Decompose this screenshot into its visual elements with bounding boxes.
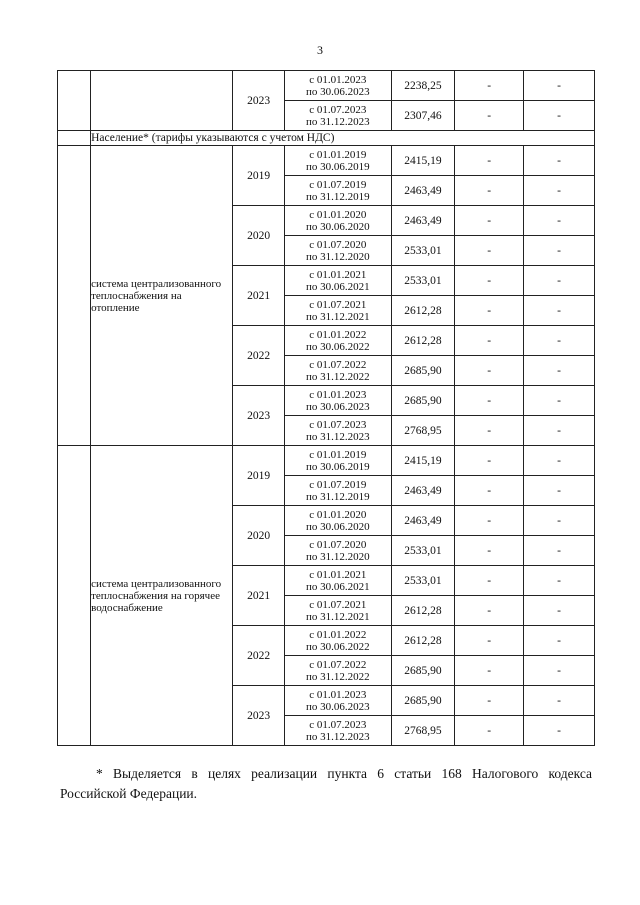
table-row [58,71,595,101]
tariff-value: 2685,90 [391,356,455,386]
year-cell: 2023 [233,71,285,131]
period-cell [285,206,391,236]
dash-cell: - [523,536,594,566]
dash-cell: - [523,716,594,746]
period-from: с 01.07.2022 [309,358,367,371]
dash-cell: - [523,266,594,296]
dash-cell: - [523,296,594,326]
dash-cell: - [455,686,524,716]
period-to: по 30.06.2023 [305,400,370,413]
tariff-value: 2533,01 [391,266,455,296]
period-cell [285,476,391,506]
period-cell [285,176,391,206]
tariff-value: 2685,90 [391,386,455,416]
period-from: с 01.01.2020 [309,208,367,221]
period-from: с 01.07.2023 [309,418,367,431]
period-from: с 01.01.2023 [309,388,367,401]
period-from: с 01.07.2022 [309,658,367,671]
period-cell [285,716,391,746]
dash-cell: - [455,656,524,686]
dash-cell: - [455,626,524,656]
tariff-value: 2533,01 [391,236,455,266]
period-to: по 31.12.2023 [305,730,370,743]
period-from: с 01.01.2023 [309,688,367,701]
period-from: с 01.07.2021 [309,298,367,311]
dash-cell: - [523,476,594,506]
period-from: с 01.07.2021 [309,598,367,611]
tariff-value: 2768,95 [391,416,455,446]
dash-cell: - [523,356,594,386]
system-name: система централизованного теплоснабжения на отопление [91,146,233,446]
year-cell: 2021 [233,566,285,626]
year-cell: 2021 [233,266,285,326]
tariff-value: 2238,25 [391,71,455,101]
period-from: с 01.01.2022 [309,628,367,641]
footnote-text: * Выделяется в целях реализации пункта 6 статьи 168 Налогового кодекса Российской Федерации. [60,766,592,801]
dash-cell: - [523,566,594,596]
system-name: система централизованного теплоснабжения на горячее водоснабжение [91,446,233,746]
blank-cell [58,446,91,746]
period-cell [285,266,391,296]
period-from: с 01.01.2019 [309,148,367,161]
dash-cell: - [455,506,524,536]
tariff-value: 2463,49 [391,176,455,206]
tariff-table [57,70,595,746]
period-to: по 31.12.2021 [305,610,370,623]
tariff-value: 2612,28 [391,296,455,326]
period-to: по 31.12.2022 [305,370,370,383]
dash-cell: - [455,236,524,266]
period-to: по 30.06.2023 [305,700,370,713]
dash-cell: - [455,386,524,416]
tariff-value: 2533,01 [391,566,455,596]
period-from: с 01.07.2023 [309,103,367,116]
section-row [58,131,595,146]
period-from: с 01.01.2021 [309,268,367,281]
dash-cell: - [523,146,594,176]
year-cell: 2020 [233,206,285,266]
dash-cell: - [523,656,594,686]
dash-cell: - [455,266,524,296]
tariff-value: 2612,28 [391,326,455,356]
dash-cell: - [523,206,594,236]
period-from: с 01.01.2023 [309,73,367,86]
dash-cell: - [455,566,524,596]
tariff-value: 2463,49 [391,206,455,236]
period-to: по 30.06.2023 [305,85,370,98]
period-to: по 30.06.2020 [305,520,370,533]
dash-cell: - [523,506,594,536]
period-cell [285,326,391,356]
year-cell: 2023 [233,386,285,446]
tariff-value: 2463,49 [391,506,455,536]
tariff-value: 2612,28 [391,596,455,626]
period-cell [285,566,391,596]
dash-cell: - [455,326,524,356]
period-cell [285,596,391,626]
period-from: с 01.07.2020 [309,538,367,551]
period-cell [285,626,391,656]
period-to: по 31.12.2020 [305,550,370,563]
year-cell: 2022 [233,626,285,686]
period-to: по 31.12.2023 [305,115,370,128]
dash-cell: - [523,446,594,476]
period-cell [285,71,391,101]
table-row [58,446,595,476]
dash-cell: - [455,146,524,176]
page-number: 3 [317,43,323,57]
tariff-value: 2685,90 [391,686,455,716]
dash-cell: - [523,176,594,206]
dash-cell: - [455,716,524,746]
year-cell: 2020 [233,506,285,566]
period-to: по 31.12.2019 [305,190,370,203]
dash-cell: - [523,386,594,416]
table-row [58,146,595,176]
dash-cell: - [455,71,524,101]
dash-cell: - [523,596,594,626]
period-to: по 30.06.2021 [305,280,370,293]
dash-cell: - [523,236,594,266]
dash-cell: - [455,446,524,476]
dash-cell: - [455,476,524,506]
tariff-value: 2685,90 [391,656,455,686]
dash-cell: - [455,296,524,326]
dash-cell: - [455,416,524,446]
tariff-value: 2415,19 [391,446,455,476]
section-population-label: Население* (тарифы указываются с учетом НДС) [91,131,595,146]
year-cell: 2023 [233,686,285,746]
period-to: по 31.12.2022 [305,670,370,683]
dash-cell: - [523,326,594,356]
period-from: с 01.07.2019 [309,478,367,491]
tariff-value: 2463,49 [391,476,455,506]
period-cell [285,101,391,131]
dash-cell: - [455,356,524,386]
dash-cell: - [455,536,524,566]
period-cell [285,536,391,566]
period-cell [285,446,391,476]
dash-cell: - [523,686,594,716]
period-cell [285,146,391,176]
footnote [60,764,592,804]
tariff-value: 2533,01 [391,536,455,566]
period-from: с 01.07.2023 [309,718,367,731]
period-to: по 31.12.2020 [305,250,370,263]
period-to: по 31.12.2023 [305,430,370,443]
period-cell [285,656,391,686]
period-to: по 30.06.2019 [305,160,370,173]
period-from: с 01.01.2021 [309,568,367,581]
period-to: по 31.12.2021 [305,310,370,323]
period-to: по 30.06.2022 [305,340,370,353]
period-to: по 30.06.2019 [305,460,370,473]
period-to: по 30.06.2020 [305,220,370,233]
period-cell [285,506,391,536]
period-cell [285,296,391,326]
period-cell [285,386,391,416]
period-to: по 31.12.2019 [305,490,370,503]
period-cell [285,236,391,266]
dash-cell: - [455,596,524,626]
period-cell [285,356,391,386]
year-cell: 2019 [233,146,285,206]
period-to: по 30.06.2021 [305,580,370,593]
tariff-value: 2768,95 [391,716,455,746]
period-from: с 01.01.2020 [309,508,367,521]
tariff-value: 2612,28 [391,626,455,656]
blank-cell [58,131,91,146]
period-from: с 01.01.2019 [309,448,367,461]
year-cell: 2022 [233,326,285,386]
blank-cell [91,71,233,131]
year-cell: 2019 [233,446,285,506]
period-from: с 01.01.2022 [309,328,367,341]
tariff-value: 2415,19 [391,146,455,176]
dash-cell: - [455,176,524,206]
dash-cell: - [455,206,524,236]
period-cell [285,416,391,446]
period-to: по 30.06.2022 [305,640,370,653]
period-from: с 01.07.2019 [309,178,367,191]
period-cell [285,686,391,716]
dash-cell: - [523,626,594,656]
period-from: с 01.07.2020 [309,238,367,251]
dash-cell: - [523,101,594,131]
dash-cell: - [455,101,524,131]
tariff-value: 2307,46 [391,101,455,131]
blank-cell [58,71,91,131]
blank-cell [58,146,91,446]
dash-cell: - [523,71,594,101]
dash-cell: - [523,416,594,446]
